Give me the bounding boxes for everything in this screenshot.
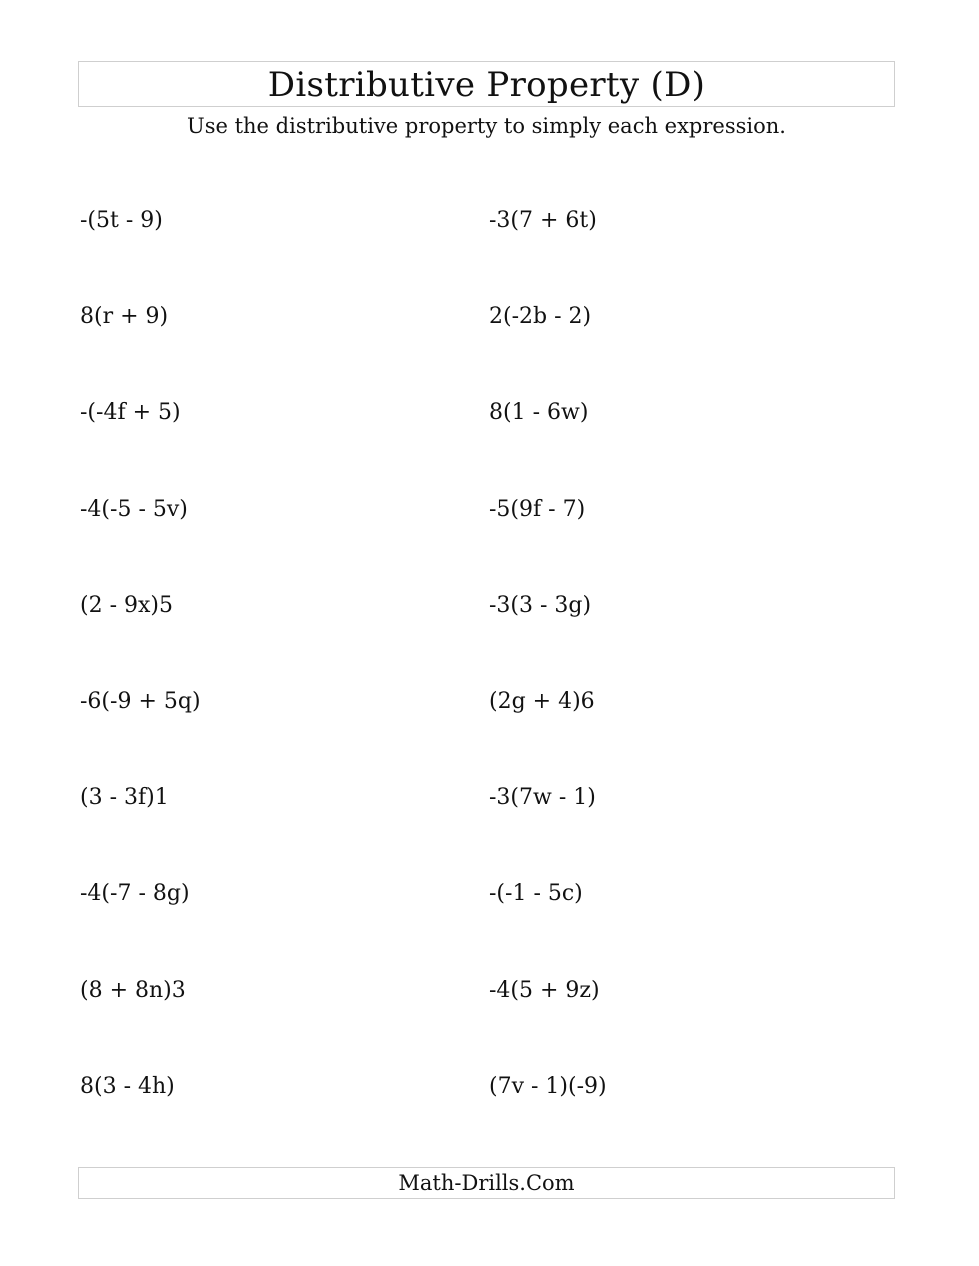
problem-expression: -5(9f - 7) (489, 496, 586, 522)
problem-expression: -(-4f + 5) (80, 400, 181, 426)
problem-row (80, 205, 900, 301)
problem-expression: -(-1 - 5c) (489, 881, 583, 907)
problem-row (80, 494, 900, 590)
page-title: Distributive Property (D) (267, 65, 706, 105)
footer-box (78, 1167, 895, 1199)
problem-row (80, 1071, 900, 1167)
problem-expression: (2 - 9x)5 (80, 592, 173, 618)
problem-row (80, 878, 900, 974)
problem-row (80, 590, 900, 686)
problem-expression: -(5t - 9) (80, 208, 163, 233)
problem-expression: (3 - 3f)1 (80, 785, 169, 811)
problem-expression: -4(-5 - 5v) (80, 496, 188, 522)
problem-expression: (2g + 4)6 (489, 688, 595, 714)
problem-expression: -6(-9 + 5q) (80, 688, 201, 714)
problem-row (80, 975, 900, 1071)
problem-row (80, 686, 900, 782)
problem-expression: (7v - 1)(-9) (489, 1073, 607, 1099)
problem-row (80, 782, 900, 878)
instructions: Use the distributive property to simply each expression. (187, 114, 786, 138)
title-box (78, 61, 895, 107)
problem-expression: -3(3 - 3g) (489, 592, 592, 618)
problem-expression: 8(3 - 4h) (80, 1073, 175, 1099)
problem-expression: -4(-7 - 8g) (80, 881, 190, 907)
problem-expression: -3(7 + 6t) (489, 208, 597, 233)
problem-expression: 8(1 - 6w) (489, 400, 589, 426)
problem-expression: 2(-2b - 2) (489, 304, 592, 330)
problem-expression: (8 + 8n)3 (80, 977, 186, 1003)
footer-brand: Math-Drills.Com (398, 1170, 575, 1195)
problem-expression: -4(5 + 9z) (489, 977, 600, 1003)
problem-grid (80, 205, 900, 1167)
problem-row (80, 301, 900, 397)
problem-expression: 8(r + 9) (80, 304, 169, 330)
problem-row (80, 397, 900, 493)
problem-expression: -3(7w - 1) (489, 785, 596, 811)
